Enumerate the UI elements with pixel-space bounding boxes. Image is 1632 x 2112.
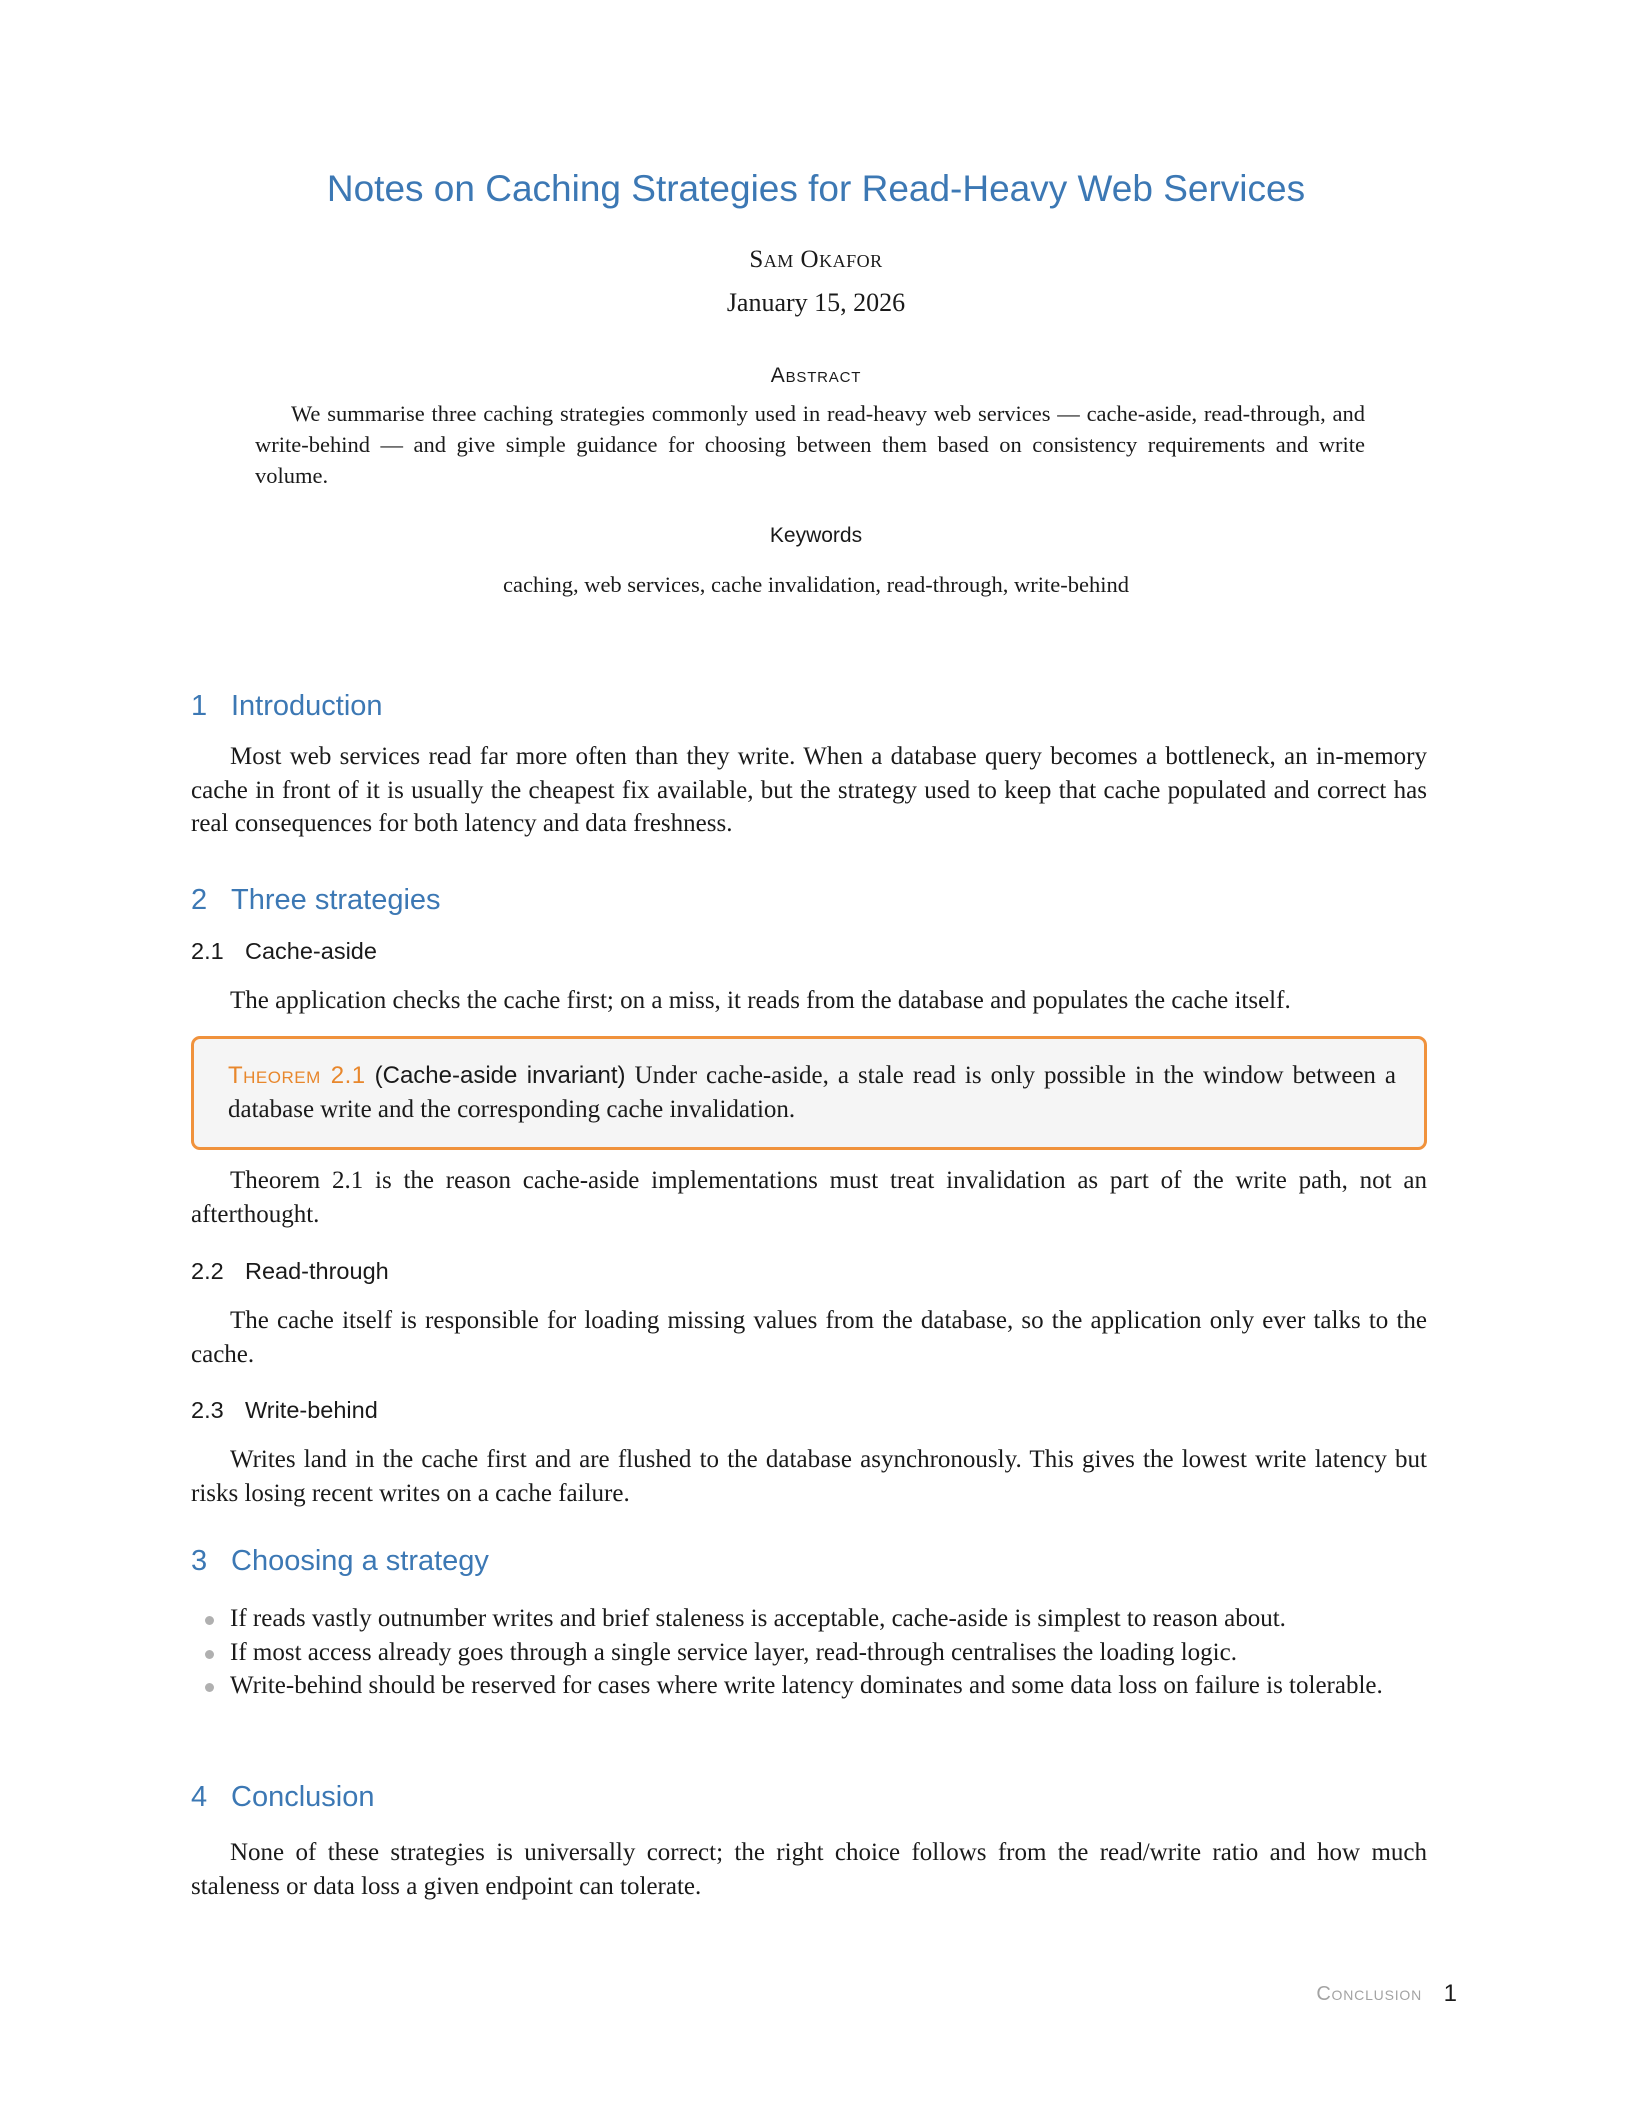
introduction-paragraph: Most web services read far more often than they write. When a database query becomes a bottleneck, an in-memory cache in front of it is usually the cheapest fix available, but the strategy used to keep that cache populated and correct has real consequences for both latency and data freshness.: [191, 743, 1427, 837]
section-title: Three strategies: [231, 884, 441, 916]
theorem-followup-paragraph: Theorem 2.1 is the reason cache-aside implementations must treat invalidation as part of the write path, not an afterthought.: [191, 1167, 1427, 1228]
read-through-paragraph: The cache itself is responsible for loading missing values from the database, so the application only ever talks to the cache.: [191, 1307, 1427, 1368]
section-title: Introduction: [231, 690, 383, 722]
section-title: Choosing a strategy: [231, 1545, 489, 1577]
theorem-name: (Cache-aside invariant): [374, 1062, 626, 1089]
publication-date: January 15, 2026: [726, 288, 906, 317]
bullet-icon: [205, 1616, 214, 1625]
theorem-label: Theorem 2.1: [228, 1062, 366, 1089]
bullet-icon: [205, 1683, 214, 1692]
subsection-heading-cache-aside: [191, 938, 377, 965]
list-item: [191, 1669, 1427, 1703]
running-footer-title: Conclusion: [1316, 1983, 1422, 2005]
bullet-icon: [205, 1650, 214, 1659]
theorem-statement: Under cache-aside, a stale read is only possible in the window between a database write and the corresponding cache invalidation.: [228, 1062, 1397, 1123]
list-item-text: Write-behind should be reserved for cases where write latency dominates and some data loss on failure is tolerable.: [230, 1672, 1383, 1699]
section-heading-three-strategies: [191, 884, 441, 917]
section-number: 2: [191, 884, 208, 916]
subsection-heading-read-through: [191, 1258, 389, 1285]
page-number: 1: [1443, 1980, 1457, 2007]
list-item-text: If most access already goes through a single service layer, read-through centralises the loading logic.: [230, 1638, 1237, 1666]
abstract-body: We summarise three caching strategies commonly used in read-heavy web services — cache-aside, read-through, and write-behind — and give simple guidance for choosing between them based on consistency requirements and write volume.: [255, 401, 1365, 488]
section-heading-conclusion: [191, 1781, 374, 1814]
conclusion-paragraph: None of these strategies is universally correct; the right choice follows from the read/write ratio and how much staleness or data loss a given endpoint can tolerate.: [191, 1839, 1427, 1900]
cache-aside-paragraph: The application checks the cache first; on a miss, it reads from the database and populates the cache itself.: [230, 987, 1291, 1014]
keywords-heading: Keywords: [769, 524, 863, 547]
theorem-box: [191, 1036, 1427, 1150]
section-heading-choosing-a-strategy: [191, 1545, 489, 1578]
list-item-text: If reads vastly outnumber writes and brief staleness is acceptable, cache-aside is simplest to reason about.: [230, 1605, 1286, 1632]
subsection-number: 2.2: [191, 1258, 224, 1284]
subsection-number: 2.1: [191, 938, 224, 964]
subsection-heading-write-behind: [191, 1397, 378, 1424]
paper-title: Notes on Caching Strategies for Read-Heavy Web Services: [326, 168, 1306, 209]
section-number: 4: [191, 1781, 208, 1813]
author-name: Sam Okafor: [749, 246, 883, 273]
section-heading-introduction: [191, 690, 383, 723]
section-title: Conclusion: [231, 1781, 375, 1813]
list-item: [191, 1602, 1427, 1636]
subsection-title: Read-through: [245, 1258, 389, 1284]
theorem-text: [228, 1059, 1396, 1126]
write-behind-paragraph: Writes land in the cache first and are flushed to the database asynchronously. This gives the lowest write latency but risks losing recent writes on a cache failure.: [191, 1446, 1427, 1507]
subsection-title: Cache-aside: [245, 938, 377, 964]
abstract-heading: Abstract: [770, 364, 862, 387]
strategy-guidance-list: [191, 1602, 1427, 1703]
list-item: [191, 1636, 1427, 1670]
section-number: 1: [191, 690, 208, 722]
section-number: 3: [191, 1545, 208, 1577]
subsection-title: Write-behind: [245, 1397, 378, 1423]
subsection-number: 2.3: [191, 1397, 224, 1423]
keywords-list: caching, web services, cache invalidation, read-through, write-behind: [502, 572, 1129, 597]
